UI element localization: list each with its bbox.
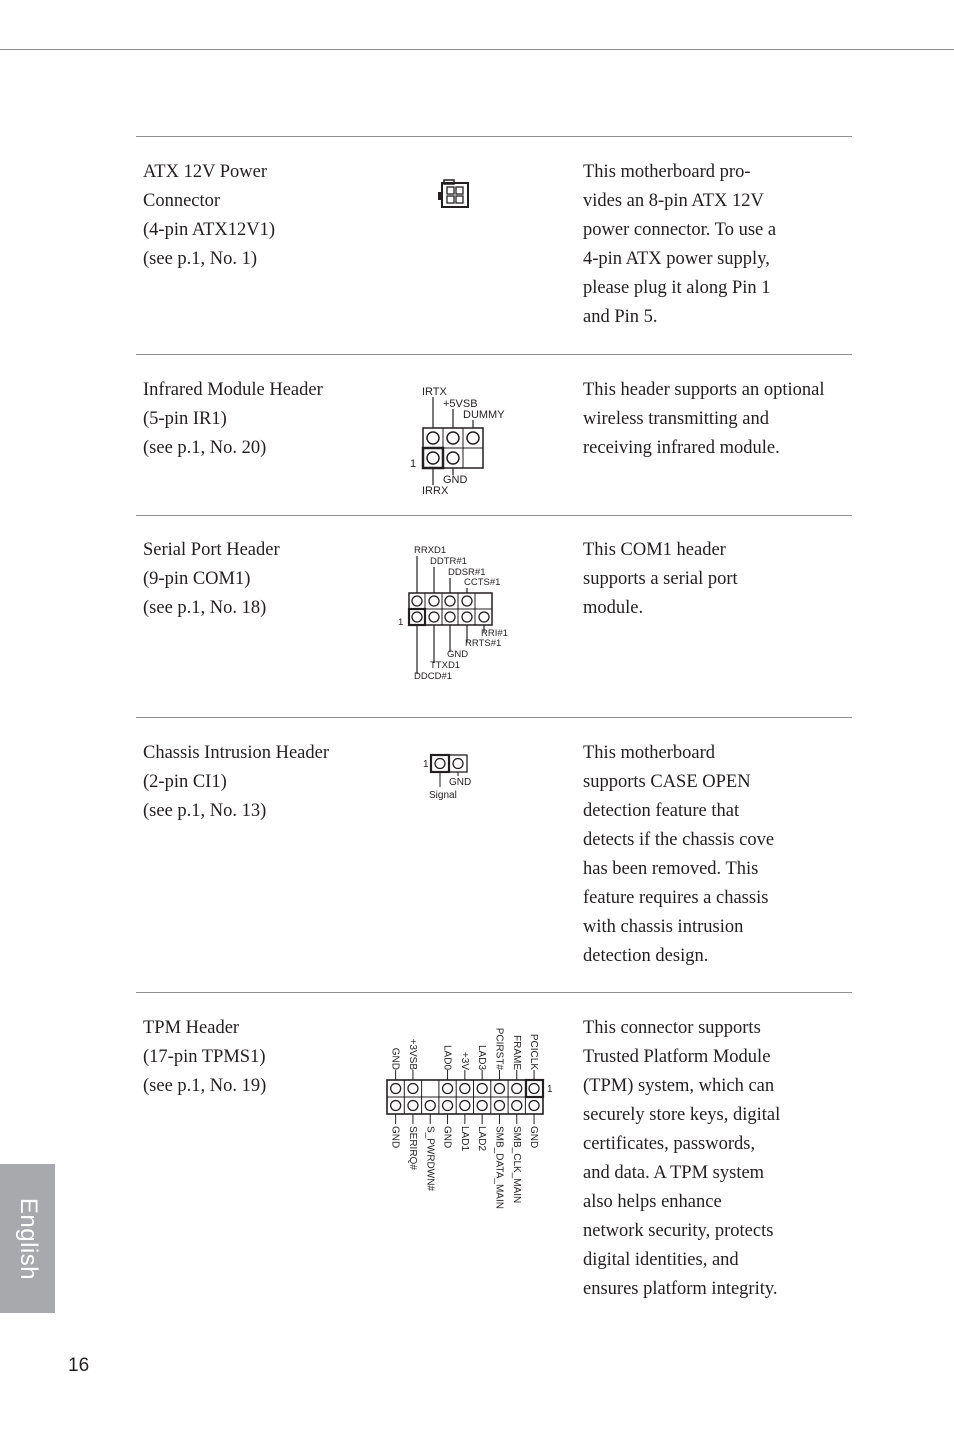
pin-label-1: 1 [410,458,417,470]
section-divider [136,136,852,137]
pin-label-gnd: GND [449,777,472,788]
tpm-pin-top [391,1084,401,1094]
tpm-header-diagram [380,1020,560,1220]
tpm-pin-label-top: PCICLK [528,1033,540,1070]
pin-label-irrx: IRRX [422,485,449,497]
page-number: 16 [68,1355,90,1376]
chassis-intrusion-name: Chassis Intrusion Header (2-pin CI1) (see p.1, No. 13) [143,743,329,821]
pin-label-ddcd1: DDCD#1 [414,671,453,682]
tpm-pin-label-bottom: S_PWRDWN# [424,1126,436,1192]
language-tab-label: English [14,1197,42,1280]
tpm-pin-bottom [408,1101,418,1111]
tpm-pin-bottom [425,1101,435,1111]
atx12v-connector-name: ATX 12V Power Connector (4-pin ATX12V1) (see p.1, No. 1) [143,162,276,269]
tpm-pin-top [443,1084,453,1094]
pin-label-ddtr1: DDTR#1 [430,556,467,567]
ir-header-diagram [405,383,525,498]
tpm-pin-label-bottom: SMB_DATA_MAIN [493,1126,505,1209]
language-tab [0,1164,55,1313]
tpm-pin-top [477,1084,487,1094]
tpm-description: This connector supports Trusted Platform Module (TPM) system, which can securely store keys, digital certificates, passwords, and data. A TPM system also helps enhance network security, protects digital identities, and ensures platform integrity. [583,1018,781,1299]
tpm-pin-bottom [460,1101,470,1111]
pin-label-ttxd1: TTXD1 [430,660,461,671]
atx12v-connector-icon [436,178,472,210]
tpm-pin-top [529,1084,539,1094]
ir-description: This header supports an optional wireless transmitting and receiving infrared module. [583,380,825,458]
chassis-intrusion-description: This motherboard supports CASE OPEN detection feature that detects if the chassis cove has been removed. This feature requires a chassis with chassis intrusion detection design. [583,743,775,966]
tpm-pin-label-bottom: GND [441,1126,453,1149]
pin-label-1: 1 [547,1084,553,1095]
serial-header-name: Serial Port Header (9-pin COM1) (see p.1, No. 18) [143,540,280,618]
tpm-pin-label-top: LAD0 [441,1044,453,1070]
section-divider [136,717,852,718]
tpm-pin-top [494,1084,504,1094]
tpm-pin-label-top: GND [389,1047,401,1070]
tpm-pin-top [408,1084,418,1094]
pin-label-1: 1 [398,617,404,628]
tpm-pin-label-top: LAD3 [476,1044,488,1070]
tpm-pin-label-bottom: SERIRQ# [406,1126,418,1170]
tpm-pin-bottom [529,1101,539,1111]
pin-label-irtx: IRTX [422,386,447,398]
tpm-pin-label-top: PCIRST# [493,1027,505,1070]
tpm-pin-label-top: FRAME [510,1035,522,1070]
tpm-pin-bottom [477,1101,487,1111]
tpm-pin-bottom [443,1101,453,1111]
com1-header-diagram [396,542,520,684]
tpm-pin-bottom [512,1101,522,1111]
pin-label-rri1: RRI#1 [481,628,508,639]
tpm-pin-top [460,1084,470,1094]
tpm-pin-label-bottom: GND [389,1126,401,1149]
atx12v-description: This motherboard pro- vides an 8-pin ATX 12V power connector. To use a 4-pin ATX power supply, please plug it along Pin 1 and Pin 5. [583,162,777,327]
pin-label-gnd: GND [443,474,468,486]
pin-label-1: 1 [423,759,429,770]
pin-label-dummy: DUMMY [463,409,505,421]
ci1-header-diagram [420,750,480,802]
tpm-pin-bottom [391,1101,401,1111]
section-divider [136,354,852,355]
header-rule [0,49,954,50]
pin-label-gnd: GND [447,649,469,660]
ir-header-name: Infrared Module Header (5-pin IR1) (see p.1, No. 20) [143,380,323,458]
tpm-pin-label-bottom: LAD1 [458,1126,470,1152]
pin-label-rrts1: RRTS#1 [465,638,502,649]
tpm-pin-label-bottom: SMB_CLK_MAIN [510,1126,522,1204]
pin-label-ccts1: CCTS#1 [464,577,501,588]
tpm-pin-label-bottom: LAD2 [476,1126,488,1152]
tpm-pin-label-top: +3VSB [406,1038,418,1070]
pin-label-rrxd1: RRXD1 [414,545,447,556]
tpm-pin-label-bottom: GND [528,1126,540,1149]
section-divider [136,992,852,993]
tpm-header-name: TPM Header (17-pin TPMS1) (see p.1, No. 19) [143,1018,267,1096]
serial-description: This COM1 header supports a serial port module. [583,540,738,618]
section-divider [136,515,852,516]
pin-label-5vsb: +5VSB [443,398,478,410]
tpm-pin-top [512,1084,522,1094]
tpm-pin-label-top: +3V [458,1051,470,1070]
pin-label-ddsr1: DDSR#1 [448,567,486,578]
tpm-pin-bottom [494,1101,504,1111]
pin-label-signal: Signal [429,790,457,801]
